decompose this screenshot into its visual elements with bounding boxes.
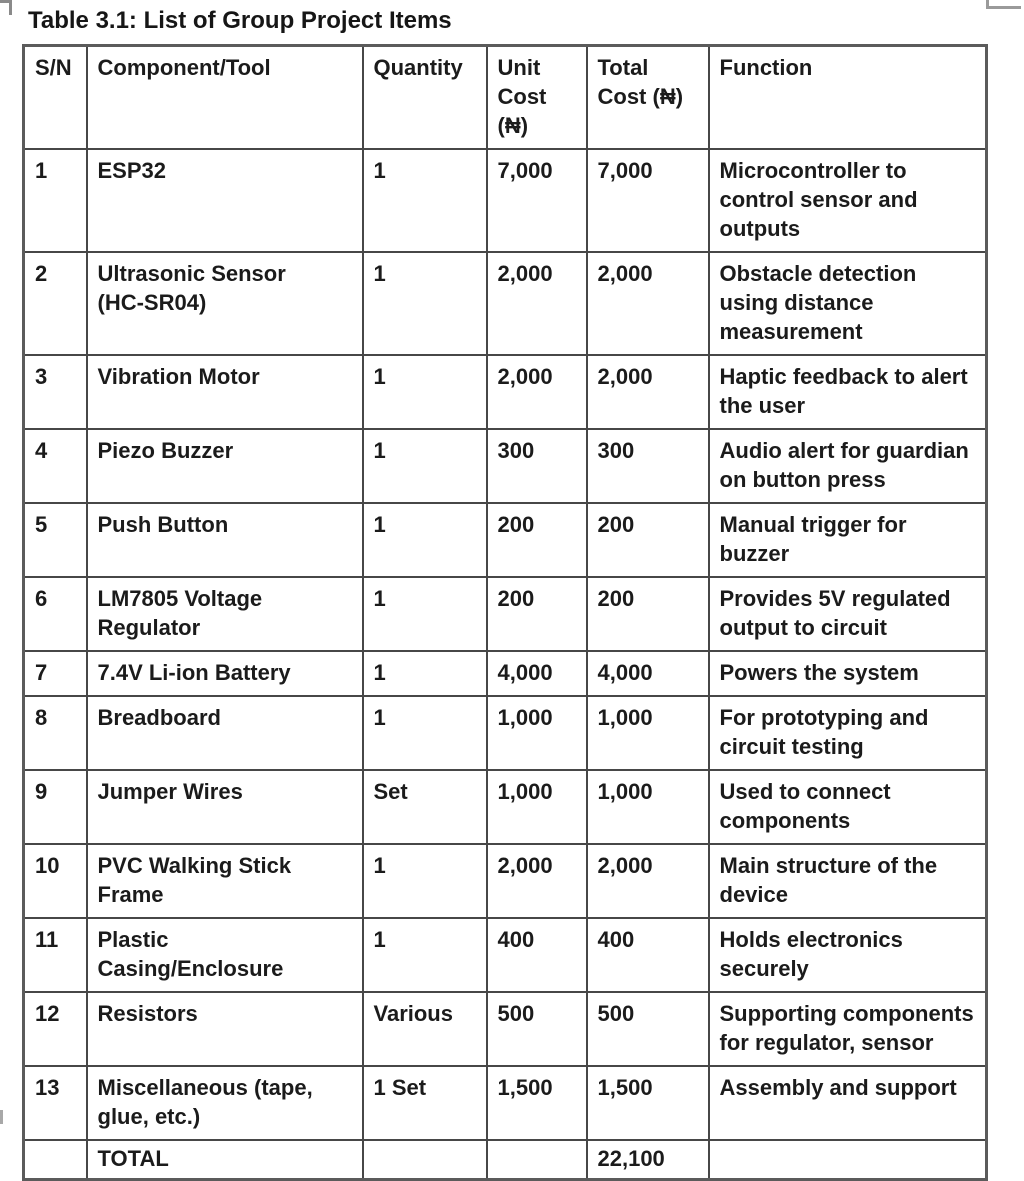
cell-sn: 2 <box>24 252 87 355</box>
cell-unit-cost: 1,000 <box>487 770 587 844</box>
col-header-function: Function <box>709 46 987 150</box>
cell-total-cost: 200 <box>587 577 709 651</box>
cell-unit-cost: 2,000 <box>487 355 587 429</box>
table-row <box>24 844 987 918</box>
cell-total-cost: 500 <box>587 992 709 1066</box>
cell-quantity: 1 <box>363 651 487 696</box>
cell-unit-cost: 2,000 <box>487 844 587 918</box>
total-cell-function <box>709 1140 987 1180</box>
cell-total-cost: 2,000 <box>587 355 709 429</box>
cell-total-cost: 200 <box>587 503 709 577</box>
cell-quantity: 1 <box>363 844 487 918</box>
cell-sn: 9 <box>24 770 87 844</box>
cell-sn: 8 <box>24 696 87 770</box>
table-row <box>24 252 987 355</box>
cell-function: Assembly and support <box>709 1066 987 1140</box>
cell-component: Vibration Motor <box>87 355 363 429</box>
cell-function: Manual trigger for buzzer <box>709 503 987 577</box>
total-cell-sn <box>24 1140 87 1180</box>
cell-total-cost: 1,000 <box>587 696 709 770</box>
cell-unit-cost: 2,000 <box>487 252 587 355</box>
cell-unit-cost: 1,500 <box>487 1066 587 1140</box>
cell-sn: 12 <box>24 992 87 1066</box>
total-label: TOTAL <box>87 1140 363 1180</box>
cell-sn: 13 <box>24 1066 87 1140</box>
cell-quantity: 1 <box>363 149 487 252</box>
cell-function: Audio alert for guardian on button press <box>709 429 987 503</box>
cell-function: Provides 5V regulated output to circuit <box>709 577 987 651</box>
cell-component: Jumper Wires <box>87 770 363 844</box>
cell-component: Plastic Casing/﻿Enclosure <box>87 918 363 992</box>
table-row <box>24 1066 987 1140</box>
cell-quantity: 1 <box>363 252 487 355</box>
total-amount: 22,100 <box>587 1140 709 1180</box>
table-footer <box>24 1140 987 1180</box>
col-header-unit-cost: Unit Cost (₦) <box>487 46 587 150</box>
cell-function: Obstacle detection using distance measurement <box>709 252 987 355</box>
cell-total-cost: 7,000 <box>587 149 709 252</box>
cell-function: Powers the system <box>709 651 987 696</box>
table-row <box>24 651 987 696</box>
header-row <box>24 46 987 150</box>
table-row <box>24 918 987 992</box>
table-body <box>24 149 987 1140</box>
cell-quantity: 1 <box>363 918 487 992</box>
cell-total-cost: 300 <box>587 429 709 503</box>
cell-sn: 10 <box>24 844 87 918</box>
cell-function: Used to connect components <box>709 770 987 844</box>
cell-component: Breadboard <box>87 696 363 770</box>
cell-function: Main structure of the device <box>709 844 987 918</box>
table-row <box>24 577 987 651</box>
cell-function: Haptic feedback to alert the user <box>709 355 987 429</box>
table-header <box>24 46 987 150</box>
cell-quantity: 1 <box>363 429 487 503</box>
cell-total-cost: 1,500 <box>587 1066 709 1140</box>
cell-quantity: 1 <box>363 355 487 429</box>
col-header-sn: S/N <box>24 46 87 150</box>
cell-component: Push Button <box>87 503 363 577</box>
table-row <box>24 429 987 503</box>
cell-unit-cost: 500 <box>487 992 587 1066</box>
cell-unit-cost: 300 <box>487 429 587 503</box>
cell-total-cost: 2,000 <box>587 844 709 918</box>
table-row <box>24 149 987 252</box>
cell-quantity: Various <box>363 992 487 1066</box>
cell-component: 7.4V Li-﻿ion Battery <box>87 651 363 696</box>
table-row <box>24 992 987 1066</box>
cell-unit-cost: 1,000 <box>487 696 587 770</box>
cell-component: ESP32 <box>87 149 363 252</box>
total-cell-quantity <box>363 1140 487 1180</box>
total-row <box>24 1140 987 1180</box>
cell-sn: 4 <box>24 429 87 503</box>
cell-total-cost: 1,000 <box>587 770 709 844</box>
cell-component: Resistors <box>87 992 363 1066</box>
cell-component: Piezo Buzzer <box>87 429 363 503</box>
col-header-quantity: Quantity <box>363 46 487 150</box>
cell-quantity: 1 <box>363 577 487 651</box>
cell-component: LM7805 Voltage Regulator <box>87 577 363 651</box>
cell-component: PVC Walking Stick Frame <box>87 844 363 918</box>
cell-unit-cost: 7,000 <box>487 149 587 252</box>
cell-function: Microcontroller to control sensor and outputs <box>709 149 987 252</box>
cell-sn: 1 <box>24 149 87 252</box>
cell-component: Ultrasonic Sensor (HC-﻿SR04) <box>87 252 363 355</box>
cell-total-cost: 400 <box>587 918 709 992</box>
cell-sn: 5 <box>24 503 87 577</box>
cell-function: Holds electronics securely <box>709 918 987 992</box>
table-caption: Table 3.1: List of Group Project Items <box>28 7 452 34</box>
cell-function: For prototyping and circuit testing <box>709 696 987 770</box>
cell-quantity: 1 <box>363 696 487 770</box>
table-row <box>24 355 987 429</box>
cell-component: Miscellaneous (tape, glue, etc.) <box>87 1066 363 1140</box>
cell-quantity: 1 <box>363 503 487 577</box>
cell-quantity: 1 Set <box>363 1066 487 1140</box>
scan-artifact-bottom-left <box>0 1110 3 1124</box>
cell-unit-cost: 200 <box>487 503 587 577</box>
cell-quantity: Set <box>363 770 487 844</box>
cell-total-cost: 4,000 <box>587 651 709 696</box>
col-header-total-cost: Total Cost (₦) <box>587 46 709 150</box>
cell-sn: 3 <box>24 355 87 429</box>
cell-sn: 11 <box>24 918 87 992</box>
cell-unit-cost: 200 <box>487 577 587 651</box>
cell-sn: 6 <box>24 577 87 651</box>
total-cell-unit-cost <box>487 1140 587 1180</box>
cell-function: Supporting components for regulator, sensor <box>709 992 987 1066</box>
project-items-table <box>22 44 988 1181</box>
cell-unit-cost: 400 <box>487 918 587 992</box>
table-row <box>24 770 987 844</box>
cell-total-cost: 2,000 <box>587 252 709 355</box>
table-row <box>24 503 987 577</box>
cell-unit-cost: 4,000 <box>487 651 587 696</box>
table-row <box>24 696 987 770</box>
cell-sn: 7 <box>24 651 87 696</box>
col-header-component: Component/Tool <box>87 46 363 150</box>
scan-artifact-top-right <box>986 0 1021 9</box>
scan-artifact-top-left <box>0 0 12 15</box>
